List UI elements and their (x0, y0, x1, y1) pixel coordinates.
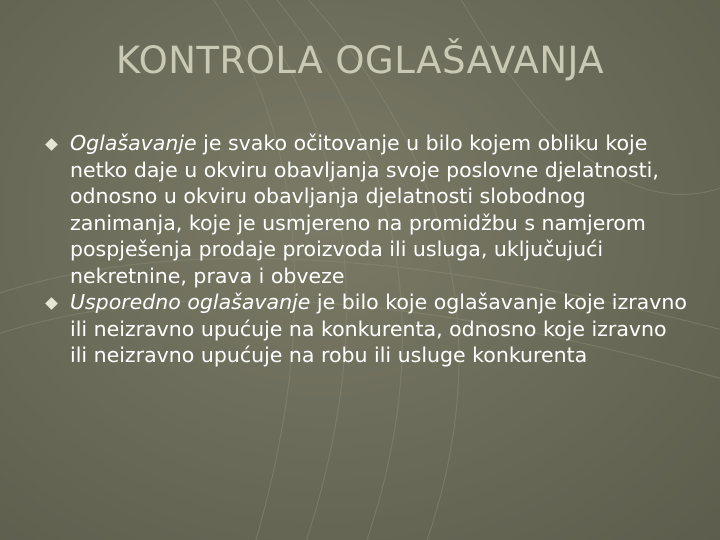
slide-title: KONTROLA OGLAŠAVANJA (115, 39, 605, 82)
bullet-item (50, 289, 690, 369)
bullet-text: je svako očitovanje u bilo kojem obliku koje netko daje u okviru obavljanja svoje poslovne djelatnosti, odnosno u okviru obavljanja djelatnosti slobodnog zanimanja, koje je usmjereno na promidžbu s namjerom pospješenja prodaje proizvoda ili usluga, uključujući nekretnine, prava i obveze (70, 131, 659, 288)
bullet-list (50, 130, 690, 369)
bullet-term: Oglašavanje (70, 131, 197, 155)
bullet-term: Usporedno oglašavanje (70, 290, 311, 314)
bullet-text: je bilo koje oglašavanje koje izravno ili neizravno upućuje na konkurenta, odnosno koje izravno ili neizravno upućuje na robu ili usluge konkurenta (70, 290, 687, 367)
bullet-item (50, 130, 690, 289)
